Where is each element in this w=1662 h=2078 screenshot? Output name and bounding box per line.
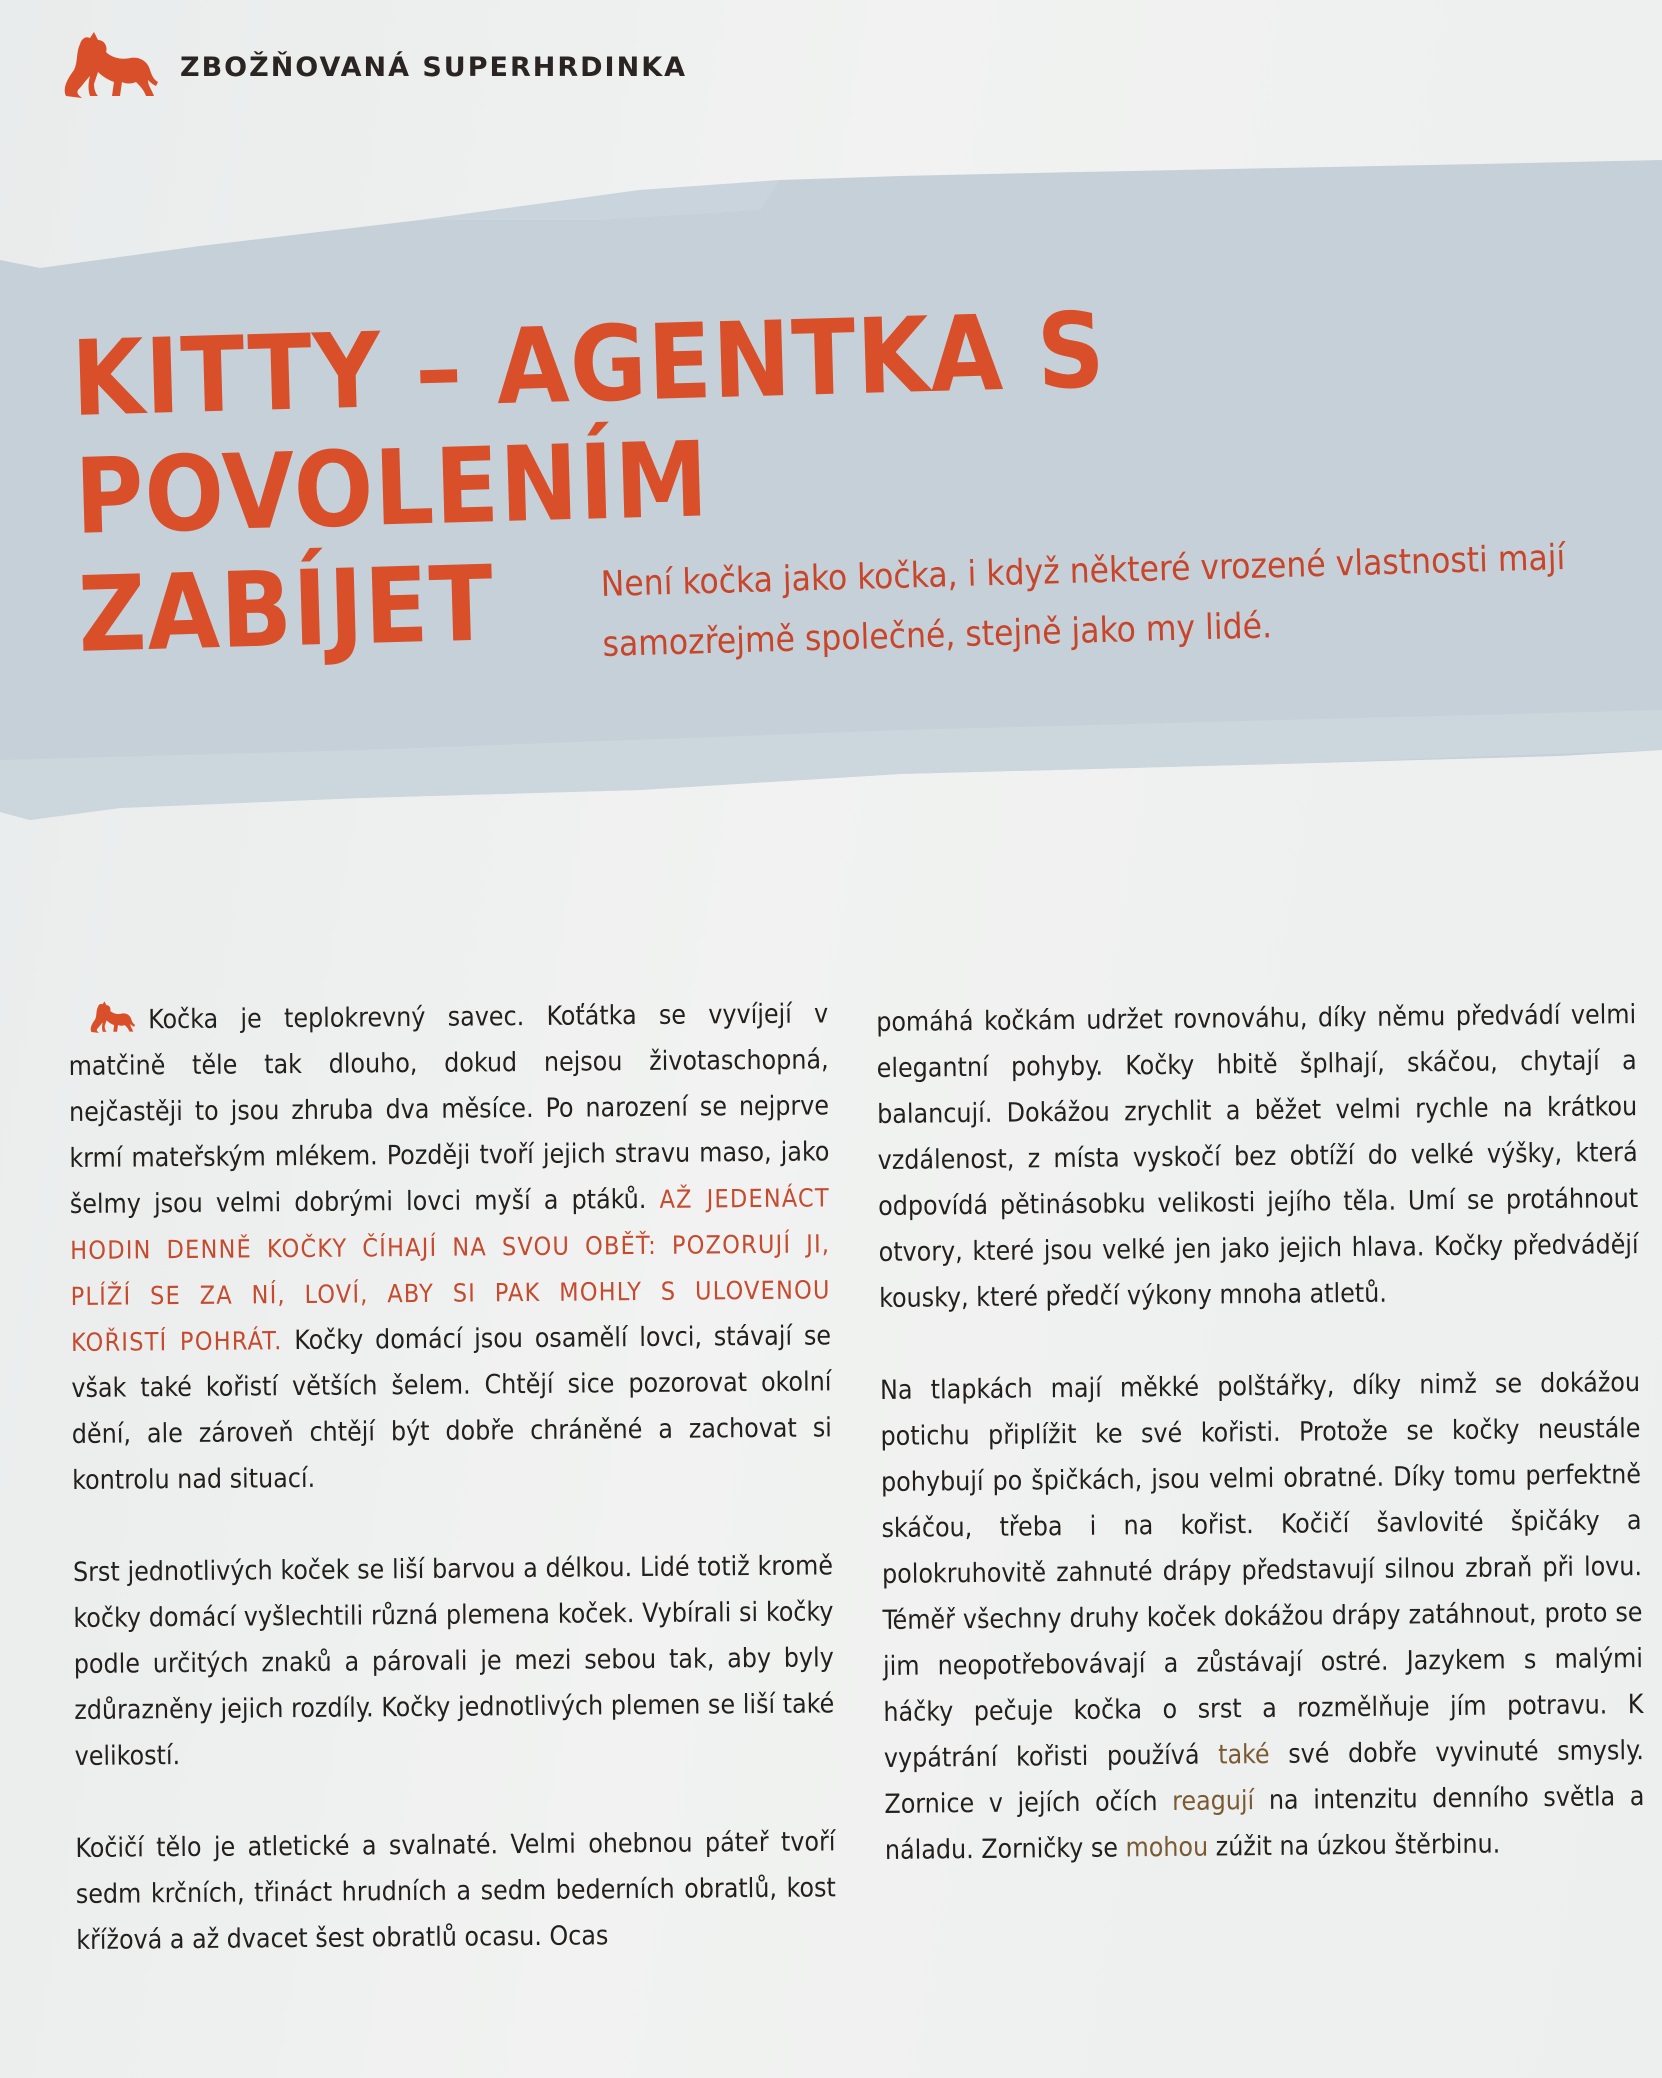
accent-text: mohou bbox=[1125, 1831, 1209, 1864]
page-subtitle: Není kočka jako kočka, i když některé vrozené vlastnosti mají samozřejmě společné, stejně jako my lidé. bbox=[600, 538, 1566, 665]
paragraph bbox=[68, 988, 832, 1504]
page-title: KITTY – AGENTKA S POVOLENÍM ZABÍJET bbox=[69, 289, 1108, 676]
right-column bbox=[876, 992, 1646, 1920]
paragraph: Srst jednotlivých koček se liší barvou a délkou. Lidé totiž kromě kočky domácí vyšlechtili různá plemena koček. Vybírali si kočky podle určitých znaků a párovali je mezi sebou tak, aby byly zdůrazněny jejich rozdíly. Kočky jednotlivých plemen se liší také velikostí. bbox=[72, 1550, 835, 1772]
paragraph bbox=[880, 1360, 1645, 1874]
cat-icon bbox=[86, 994, 138, 1034]
cat-icon bbox=[60, 18, 160, 102]
section-title: ZBOŽŇOVANÁ SUPERHRDINKA bbox=[180, 52, 688, 83]
page-header bbox=[60, 18, 760, 108]
left-column bbox=[68, 988, 837, 2010]
paragraph: Kočičí tělo je atletické a svalnaté. Velmi ohebnou páteř tvoří sedm krčních, třináct hrudních a sedm bederních obratlů, kost křížová a až dvacet šest obratlů ocasu. Ocas bbox=[75, 1826, 836, 1956]
paragraph-text: na intenzitu denního světla a náladu. Zorničky se bbox=[884, 1780, 1645, 1866]
paragraph-text: Na tlapkách mají měkké polštářky, díky nimž se dokážou potichu připlížit ke své kořisti. Protože se kočky neustále pohybují po špičkách, jsou velmi obratné. Díky tomu perfektně skáčou, třeba i na kořist. Kočičí šavlovité špičáky a polokruhovitě zahnuté drápy představují silnou zbraň při lovu. Téměř všechny druhy koček dokážou drápy zatáhnout, proto se jim neopotřebovávají a zůstávají ostré. Jazykem s malými háčky pečuje kočka o srst a rozmělňuje jím potravu. K vypátrání kořisti používá bbox=[879, 1367, 1644, 1774]
accent-text: reagují bbox=[1172, 1785, 1255, 1817]
highlight-text: AŽ JEDENÁCT HODIN DENNĚ KOČKY ČÍHAJÍ NA SVOU OBĚŤ: POZORUJÍ JI, PLÍŽÍ SE ZA NÍ, LOVÍ, ABY SI PAK MOHLY S ULOVENOU KOŘISTÍ POHRÁT. bbox=[70, 1183, 831, 1357]
paragraph-text: Kočka je teplokrevný savec. Koťátka se vyvíjejí v matčině těle tak dlouho, dokud nejsou životaschopná, nejčastěji to jsou zhruba dva měsíce. Po narození se nejprve krmí mateřským mlékem. Později tvoří jejich stravu maso, jako šelmy jsou velmi dobrými lovci myší a ptáků. bbox=[68, 998, 830, 1220]
paragraph-text: své dobře vyvinuté smysly. Zornice v jejích očích bbox=[884, 1735, 1645, 1820]
paragraph: pomáhá kočkám udržet rovnováhu, díky němu předvádí velmi elegantní pohyby. Kočky hbitě šplhají, skáčou, chytají a balancují. Dokážou zrychlit a běžet velmi rychle na krátkou vzdálenost, z místa vyskočí bez obtíží do velké výšky, která odpovídá pětinásobku velikosti jejího těla. Umí se protáhnout otvory, které jsou velké jen jako jejich hlava. Kočky předvádějí kousky, které předčí výkony mnoha atletů. bbox=[876, 999, 1639, 1314]
accent-text: také bbox=[1217, 1738, 1270, 1771]
paragraph-text: zúžit na úzkou štěrbinu. bbox=[1207, 1828, 1501, 1863]
paragraph-text: Kočky domácí jsou osamělí lovci, stávají se však také kořistí větších šelem. Chtějí sice pozorovat okolní dění, ale zároveň chtějí být dobře chráněné a zachovat si kontrolu nad situací. bbox=[71, 1320, 832, 1496]
